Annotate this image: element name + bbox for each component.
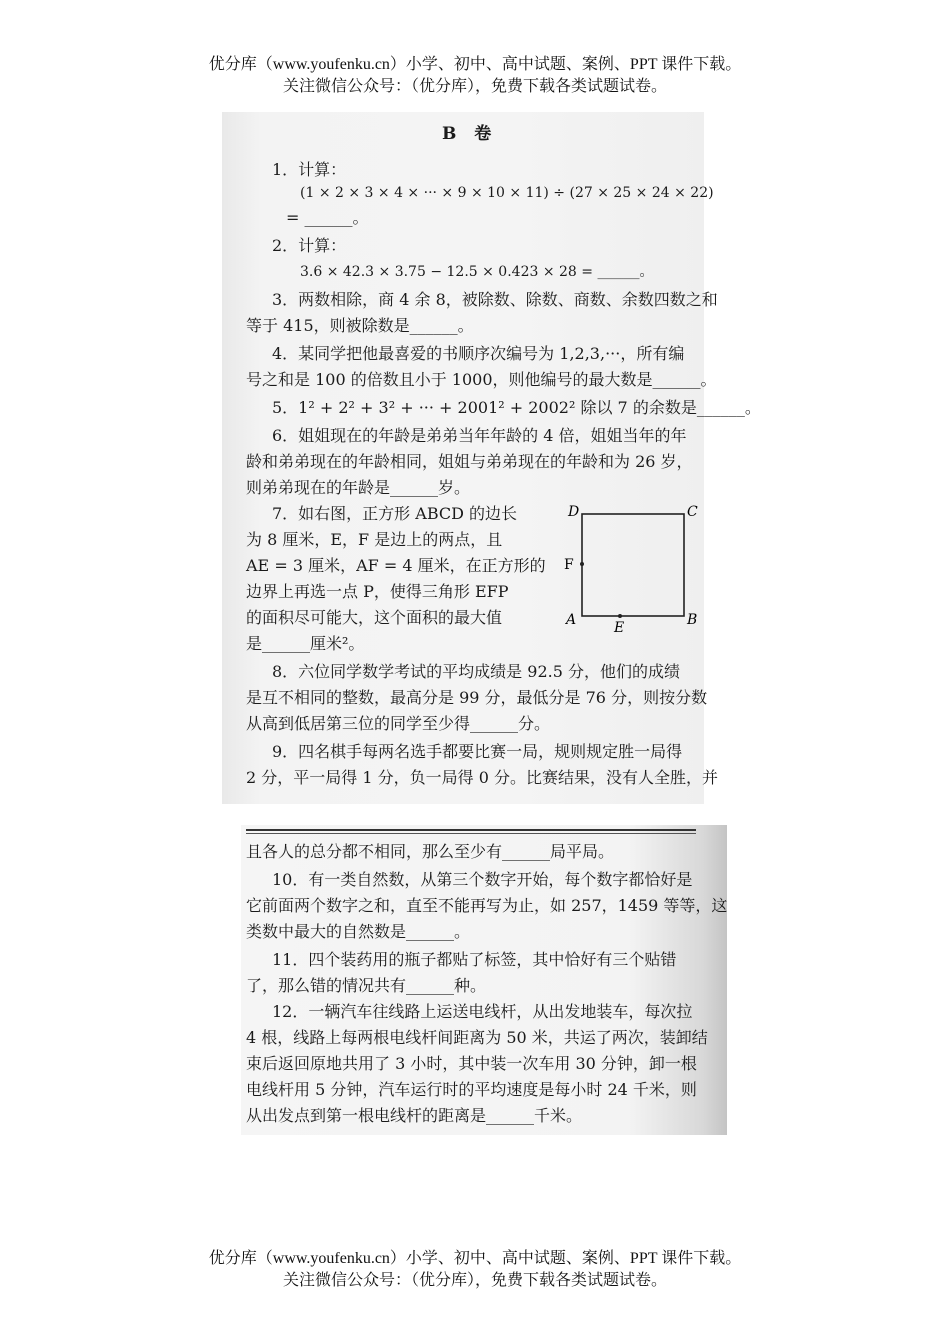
q12-line-4: 电线杆用 5 分钟，汽车运行时的平均速度是每小时 24 千米，则 (246, 1080, 697, 1099)
label-b: B (687, 612, 698, 628)
label-f: F (564, 557, 574, 573)
page-footer (0, 1248, 950, 1292)
q9-line-1: 9．四名棋手每两名选手都要比赛一局，规则规定胜一局得 (272, 742, 683, 761)
q11-line-1: 11．四个装药用的瓶子都贴了标签，其中恰好有三个贴错 (272, 950, 677, 969)
divider-rule-thin (246, 833, 696, 834)
footer-line-1: 优分库（www.youfenku.cn）小学、初中、高中试题、案例、PPT 课件下载。 (208, 1250, 742, 1267)
label-a: A (566, 612, 577, 628)
q12-line-1: 12．一辆汽车往线路上运送电线杆，从出发地装车，每次拉 (272, 1002, 693, 1021)
q3-line-1: 3．两数相除，商 4 余 8，被除数、除数、商数、余数四数之和 (272, 290, 718, 309)
q4-line-2: 号之和是 100 的倍数且小于 1000，则他编号的最大数是______。 (246, 370, 717, 389)
q7-line-2: 为 8 厘米，E，F 是边上的两点，且 (246, 530, 503, 549)
square-abcd (582, 514, 684, 616)
q6-line-1: 6．姐姐现在的年龄是弟弟当年年龄的 4 倍，姐姐当年的年 (272, 426, 687, 445)
q4-line-1: 4．某同学把他最喜爱的书顺序次编号为 1,2,3,···，所有编 (272, 344, 685, 363)
q6-line-2: 龄和弟弟现在的年龄相同，姐姐与弟弟现在的年龄和为 26 岁， (246, 452, 693, 471)
square-abcd-diagram (560, 500, 700, 640)
q9-line-2: 2 分，平一局得 1 分，负一局得 0 分。比赛结果，没有人全胜，并 (246, 768, 718, 787)
footer-line-2: 关注微信公众号：（优分库），免费下载各类试题试卷。 (282, 1272, 667, 1289)
label-d: D (568, 504, 580, 520)
q10-line-3: 类数中最大的自然数是______。 (246, 922, 471, 941)
q8-line-3: 从高到低居第三位的同学至少得______分。 (246, 714, 551, 733)
q9-line-3: 且各人的总分都不相同，那么至少有______局平局。 (246, 842, 615, 861)
q7-line-6: 是______厘米²。 (246, 634, 365, 653)
q8-line-2: 是互不相同的整数，最高分是 99 分，最低分是 76 分，则按分数 (246, 688, 708, 707)
q12-line-3: 束后返回原地共用了 3 小时，其中装一次车用 30 分钟，卸一根 (246, 1054, 697, 1073)
q10-line-1: 10．有一类自然数，从第三个数字开始，每个数字都恰好是 (272, 870, 693, 889)
q2-label: 2．计算： (272, 236, 347, 255)
header-line-1: 优分库（www.youfenku.cn）小学、初中、高中试题、案例、PPT 课件下载。 (208, 56, 742, 73)
q11-line-2: 了，那么错的情况共有______种。 (246, 976, 487, 995)
q10-line-2: 它前面两个数字之和，直至不能再写为止，如 257，1459 等等，这 (246, 896, 728, 915)
q7-line-1: 7．如右图，正方形 ABCD 的边长 (272, 504, 518, 523)
point-f (580, 562, 584, 566)
q2-expression: 3.6 × 42.3 × 3.75 − 12.5 × 0.423 × 28 = ______。 (300, 264, 654, 280)
q12-line-5: 从出发点到第一根电线杆的距离是______千米。 (246, 1106, 583, 1125)
label-e: E (614, 620, 625, 636)
label-c: C (687, 504, 698, 520)
q1-label: 1．计算： (272, 160, 347, 179)
q12-line-2: 4 根，线路上每两根电线杆间距离为 50 米，共运了两次，装卸结 (246, 1028, 708, 1047)
q6-line-3: 则弟弟现在的年龄是______岁。 (246, 478, 471, 497)
q7-line-5: 的面积尽可能大，这个面积的最大值 (246, 608, 503, 627)
q7-line-3: AE = 3 厘米，AF = 4 厘米，在正方形的 (246, 556, 546, 575)
divider-rule (246, 829, 696, 831)
q1-expression: (1 × 2 × 3 × 4 × ··· × 9 × 10 × 11) ÷ (27 × 25 × 24 × 22) (300, 185, 714, 201)
q7-line-4: 边界上再选一点 P，使得三角形 EFP (246, 582, 509, 601)
q3-line-2: 等于 415，则被除数是______。 (246, 316, 474, 335)
q1-answer: = ______。 (286, 208, 369, 227)
section-title: B 卷 (442, 124, 498, 144)
q8-line-1: 8．六位同学数学考试的平均成绩是 92.5 分，他们的成绩 (272, 662, 680, 681)
page-header (0, 54, 950, 98)
q5-line-1: 5．1² + 2² + 3² + ··· + 2001² + 2002² 除以 7 的余数是______。 (272, 398, 761, 417)
header-line-2: 关注微信公众号：（优分库），免费下载各类试题试卷。 (282, 78, 667, 95)
point-e (618, 614, 622, 618)
